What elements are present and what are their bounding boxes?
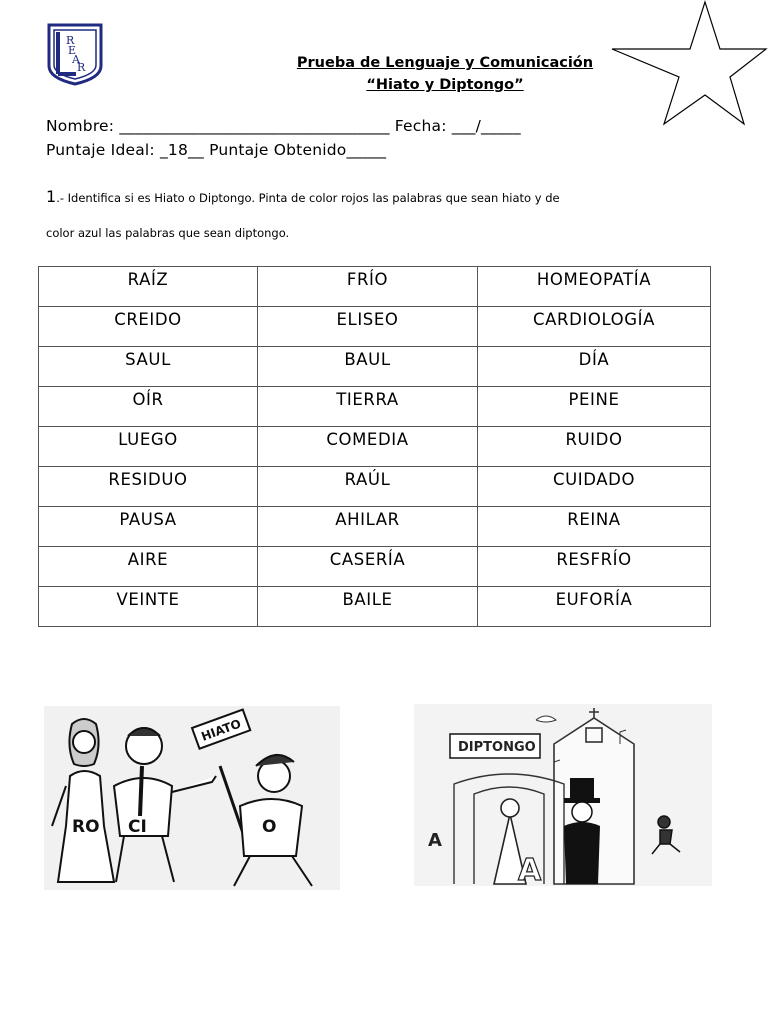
word-cell[interactable]: CUIDADO bbox=[478, 467, 711, 507]
table-row bbox=[39, 467, 711, 507]
letter-a-big: A bbox=[518, 853, 542, 886]
hiato-cartoon-illustration bbox=[44, 706, 340, 890]
word-cell[interactable]: LUEGO bbox=[39, 427, 258, 467]
word-cell[interactable]: REINA bbox=[478, 507, 711, 547]
word-cell[interactable]: RESFRÍO bbox=[478, 547, 711, 587]
school-logo bbox=[46, 22, 104, 86]
instruction-line-1 bbox=[46, 187, 560, 206]
nombre-field[interactable]: __________________________________ bbox=[119, 117, 390, 135]
word-cell[interactable]: HOMEOPATÍA bbox=[478, 267, 711, 307]
word-cell[interactable]: SAUL bbox=[39, 347, 258, 387]
diptongo-cartoon-illustration bbox=[414, 704, 712, 886]
puntaje-line bbox=[46, 141, 386, 159]
logo-letters-4: R bbox=[77, 61, 86, 74]
word-cell[interactable]: PEINE bbox=[478, 387, 711, 427]
logo-letters-2: E bbox=[68, 44, 77, 57]
word-cell[interactable]: RESIDUO bbox=[39, 467, 258, 507]
word-cell[interactable]: TIERRA bbox=[258, 387, 478, 427]
table-row bbox=[39, 387, 711, 427]
table-row bbox=[39, 307, 711, 347]
word-cell[interactable]: BAUL bbox=[258, 347, 478, 387]
question-number: 1 bbox=[46, 187, 57, 206]
table-row bbox=[39, 347, 711, 387]
nombre-fecha-line bbox=[46, 117, 521, 135]
word-cell[interactable]: EUFORÍA bbox=[478, 587, 711, 627]
word-cell[interactable]: VEINTE bbox=[39, 587, 258, 627]
title-block bbox=[230, 52, 660, 96]
word-table bbox=[38, 266, 711, 627]
puntaje-obtenido-label: Puntaje Obtenido bbox=[203, 141, 347, 159]
word-cell[interactable]: RAÚL bbox=[258, 467, 478, 507]
table-row bbox=[39, 587, 711, 627]
word-cell[interactable]: PAUSA bbox=[39, 507, 258, 547]
word-cell[interactable]: CARDIOLOGÍA bbox=[478, 307, 711, 347]
instruction-text-2: color azul las palabras que sean diptongo. bbox=[46, 226, 290, 240]
table-row bbox=[39, 427, 711, 467]
word-cell[interactable]: COMEDIA bbox=[258, 427, 478, 467]
table-row bbox=[39, 267, 711, 307]
syllable-o: O bbox=[262, 817, 277, 837]
puntaje-ideal-value: _18__ bbox=[159, 141, 204, 159]
table-row bbox=[39, 507, 711, 547]
table-row bbox=[39, 547, 711, 587]
logo-letters-1: R bbox=[66, 34, 75, 47]
syllable-ro: RO bbox=[72, 817, 100, 837]
word-cell[interactable]: ELISEO bbox=[258, 307, 478, 347]
word-cell[interactable]: CREIDO bbox=[39, 307, 258, 347]
page-title: Prueba de Lenguaje y Comunicación bbox=[296, 55, 594, 71]
word-cell[interactable]: CASERÍA bbox=[258, 547, 478, 587]
word-cell[interactable]: RUIDO bbox=[478, 427, 711, 467]
diptongo-sign bbox=[450, 734, 540, 758]
puntaje-obtenido-field[interactable]: _____ bbox=[346, 141, 387, 159]
logo-letters-3: A bbox=[72, 53, 80, 66]
instruction-line-2 bbox=[46, 226, 289, 240]
letter-a-left: A bbox=[428, 830, 442, 851]
word-cell[interactable]: OÍR bbox=[39, 387, 258, 427]
word-cell[interactable]: DÍA bbox=[478, 347, 711, 387]
hiato-sign-text: HIATO bbox=[199, 716, 243, 744]
word-cell[interactable]: BAILE bbox=[258, 587, 478, 627]
syllable-ci: CI bbox=[128, 817, 147, 837]
page-subtitle: “Hiato y Diptongo” bbox=[366, 77, 524, 93]
nombre-label: Nombre: bbox=[46, 117, 120, 135]
word-cell[interactable]: AIRE bbox=[39, 547, 258, 587]
diptongo-sign-text: DIPTONGO bbox=[458, 740, 536, 755]
word-cell[interactable]: RAÍZ bbox=[39, 267, 258, 307]
word-cell[interactable]: AHILAR bbox=[258, 507, 478, 547]
word-cell[interactable]: FRÍO bbox=[258, 267, 478, 307]
fecha-label: Fecha: bbox=[389, 117, 452, 135]
instruction-text-1: .- Identifica si es Hiato o Diptongo. Pinta de color rojos las palabras que sean hiato y de bbox=[56, 191, 560, 205]
fecha-field[interactable]: ___/_____ bbox=[451, 117, 521, 135]
puntaje-ideal-label: Puntaje Ideal: bbox=[46, 141, 160, 159]
